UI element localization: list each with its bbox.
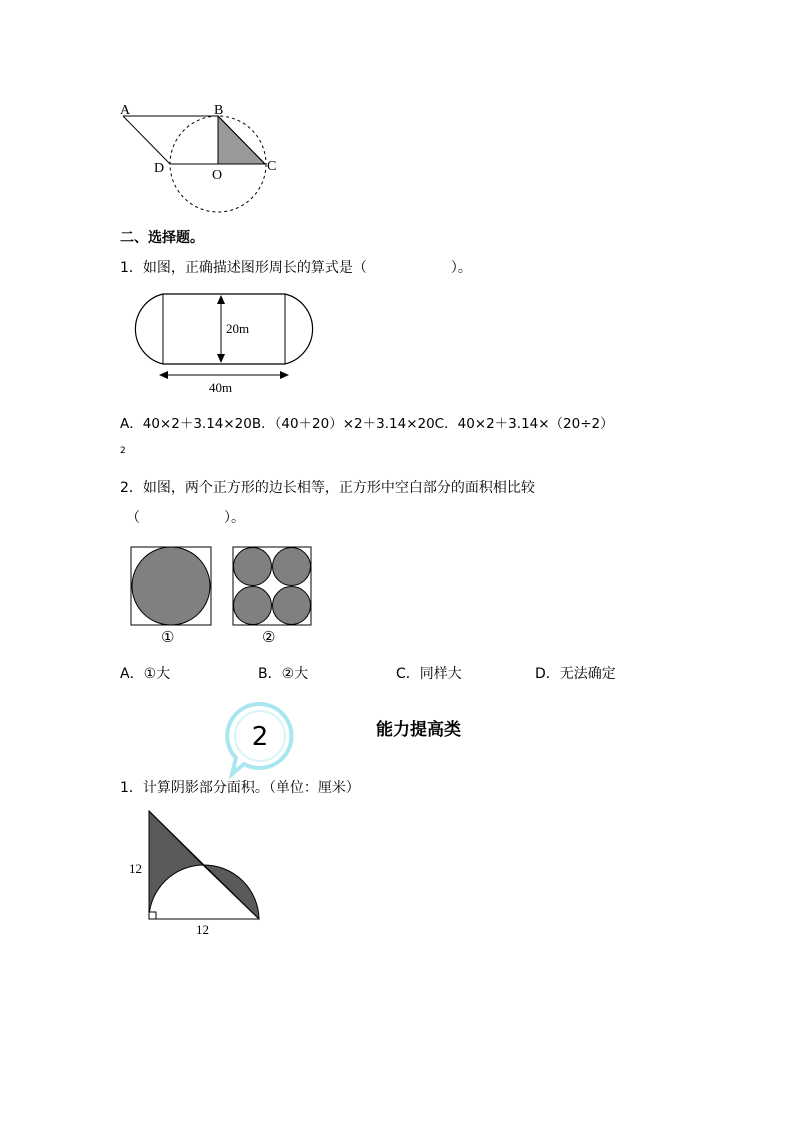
height-arrow-head-top [217, 295, 225, 304]
shaded-upper-path [149, 811, 203, 916]
label-d: D [154, 161, 165, 176]
option-b: B．②大 [258, 666, 309, 682]
geometry-figure-circle-parallelogram [110, 98, 300, 218]
label-a: A [120, 103, 131, 118]
height-arrow-head-bottom [217, 354, 225, 363]
question-1-text: 1．如图，正确描述图形周长的算式是（ ）。 [120, 260, 472, 276]
square-2-circle-tl [234, 548, 272, 586]
question-2-text-continued: （ ）。 [126, 510, 245, 526]
question-1-options-overflow: 2 [120, 446, 126, 456]
height-label: 20m [226, 321, 250, 336]
right-angle-mark [149, 912, 156, 919]
section-title: 能力提高类 [376, 720, 461, 740]
shaded-area-figure [120, 806, 280, 946]
stadium-outline [135, 294, 312, 364]
square-2-circle-bl [234, 587, 272, 625]
figure-label-1: ① [161, 630, 175, 646]
option-d: D．无法确定 [535, 666, 616, 682]
square-1-circle [132, 547, 210, 625]
label-c: C [267, 159, 277, 174]
square-2-circle-br [273, 587, 311, 625]
question-1-options: A．40×2＋3.14×20B．（40＋20）×2＋3.14×20C．40×2＋3.14×（20÷2） [120, 416, 614, 432]
section-number-badge [222, 700, 298, 780]
option-c: C．同样大 [396, 666, 462, 682]
base-label: 12 [196, 922, 209, 937]
label-o: O [212, 168, 223, 183]
label-b: B [214, 103, 224, 118]
width-arrow-head-right [280, 371, 289, 379]
segment-ad [123, 116, 170, 164]
option-a: A．①大 [120, 666, 171, 682]
area-question-text: 1．计算阴影部分面积。（单位：厘米） [120, 780, 360, 796]
stadium-figure [115, 288, 335, 398]
figure-label-2: ② [262, 630, 276, 646]
badge-number: 2 [251, 722, 269, 752]
width-label: 40m [209, 380, 233, 395]
width-arrow-head-left [159, 371, 168, 379]
squares-figure [125, 540, 325, 650]
section-heading: 二、选择题。 [120, 230, 204, 246]
side-label: 12 [129, 861, 142, 876]
square-2-circle-tr [273, 548, 311, 586]
question-2-text: 2．如图，两个正方形的边长相等，正方形中空白部分的面积相比较 [120, 480, 535, 496]
